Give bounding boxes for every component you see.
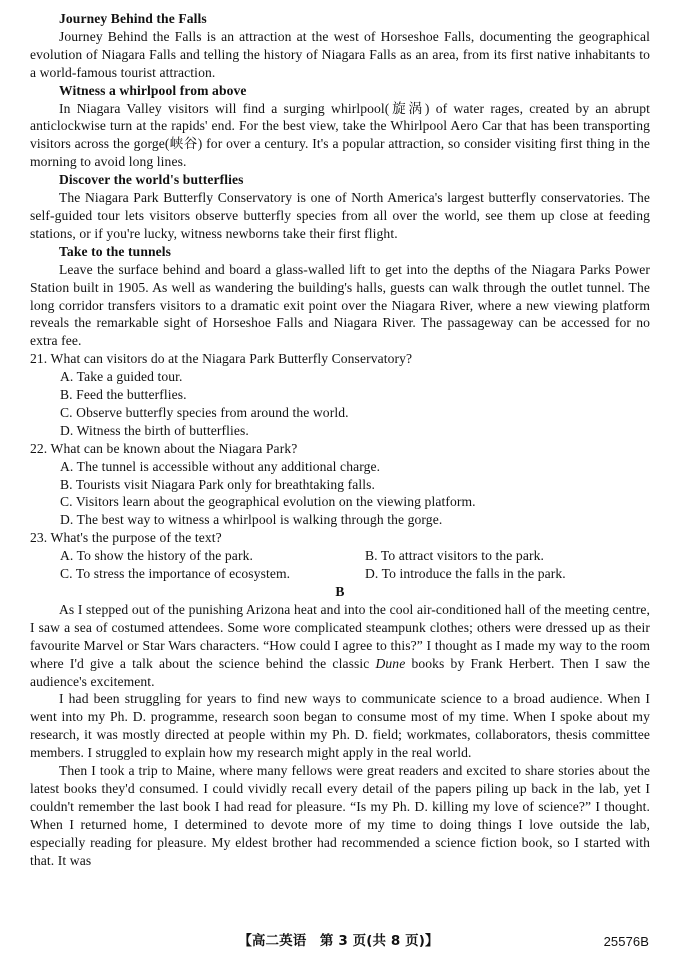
question-22-option-d: D. The best way to witness a whirlpool is walking through the gorge. — [60, 512, 443, 528]
section-heading-tunnels: Take to the tunnels — [59, 243, 172, 259]
question-21-option-c: C. Observe butterfly species from around the world. — [60, 404, 349, 420]
passage-b-paragraph-3: Then I took a trip to Maine, where many fellows were great readers and excited to share stories about the latest books they'd consumed. I could vividly recall every detail of the papers piling up back in the lab, yet I couldn't remember the last book I had read for pleasure. “Is my Ph. D. killing my love of science?” I thought. When I returned home, I determined to devote more of my time to doing things I love outside the lab, especially reading for pleasure. My eldest brother had recommended a science fiction book, so I started with that. It was — [30, 763, 650, 868]
section-heading-butterflies: Discover the world's butterflies — [59, 172, 244, 188]
passage-b-label: B — [335, 584, 345, 599]
passage-b-paragraph-1 — [30, 601, 650, 691]
question-21-option-a: A. Take a guided tour. — [60, 369, 183, 385]
question-23-option-d: D. To introduce the falls in the park. — [365, 566, 566, 582]
section-heading-whirlpool: Witness a whirlpool from above — [59, 82, 247, 98]
question-23-options-row-1 — [30, 547, 650, 565]
question-22-option-a: A. The tunnel is accessible without any additional charge. — [60, 458, 381, 474]
section-body-butterflies: The Niagara Park Butterfly Conservatory is one of North America's largest butterfly conservatories. The self-guided tour lets visitors observe butterfly species from all over the world, see them up close at feeding stations, or if you're lucky, witness newborns take their first flight. — [30, 190, 650, 241]
section-body-tunnels: Leave the surface behind and board a glass-walled lift to get into the depths of the Niagara Parks Power Station built in 1905. As well as wandering the building's halls, guests can walk through the outlet tunnel. The long corridor transfers visitors to a dramatic exit point over the Niagara River, where a new viewing platform reveals the remarkable sight of Horseshoe Falls and Niagara River. The passageway can be accessed for no extra fee. — [30, 261, 650, 349]
question-22-option-b: B. Tourists visit Niagara Park only for breathtaking falls. — [60, 476, 376, 492]
question-22-option-c: C. Visitors learn about the geographical evolution on the viewing platform. — [60, 494, 476, 510]
book-title-dune: Dune — [375, 655, 406, 671]
question-21-option-d: D. Witness the birth of butterflies. — [60, 422, 249, 438]
section-heading-falls: Journey Behind the Falls — [59, 11, 207, 26]
footer-page-label: 【高二英语 第 3 页(共 8 页)】 — [238, 933, 439, 949]
section-body-falls: Journey Behind the Falls is an attraction at the west of Horseshoe Falls, documenting the geographical evolution of Niagara Falls and telling the history of Niagara Falls as an area, from its first native inhabitants to a world-famous tourist attraction. — [30, 28, 650, 80]
question-23-options-row-2 — [30, 565, 650, 583]
question-23-option-a: A. To show the history of the park. — [60, 548, 253, 564]
page-footer — [0, 933, 677, 957]
question-23-option-c: C. To stress the importance of ecosystem. — [60, 566, 291, 582]
question-23-stem: 23. What's the purpose of the text? — [30, 530, 222, 546]
section-body-whirlpool: In Niagara Valley visitors will find a surging whirlpool(旋涡) of water rages, created by an abrupt anticlockwise turn at the rapids' end. For the best view, take the Whirlpool Aero Car that has been transporting visitors across the gorge(峡谷) for over a century. It's a popular attraction, so consider visiting first thing in the morning to avoid long lines. — [30, 100, 650, 170]
passage-b-paragraph-2: I had been struggling for years to find new ways to communicate science to a broad audience. When I went into my Ph. D. programme, research soon began to consume most of my time. When I spoke about my research, it was mostly directed at people within my Ph. D. field; workmates, collaborators, thesis committee members. I struggled to explain how my research might apply in the real world. — [30, 691, 650, 761]
question-21-option-b: B. Feed the butterflies. — [60, 387, 187, 403]
paragraph-1-text-a: As I stepped out of the punishing Arizona heat and into the cool air-conditioned hall of the meeting centre, I saw a sea of costumed attendees. Some wore complicated steampunk clothes; others were dressed up as their favourite Marvel or Star Wars characters. “How could I agree to this?” I thought as I made my way to the room where I'd give a talk about the science behind the classic — [30, 601, 650, 671]
footer-exam-code: 25576B — [603, 934, 649, 949]
paragraph-1-text-b: books by Frank Herbert. Then I saw the audience's excitement. — [30, 655, 650, 689]
question-23-option-b: B. To attract visitors to the park. — [365, 548, 544, 564]
question-22-stem: 22. What can be known about the Niagara Park? — [30, 440, 298, 456]
question-21-stem: 21. What can visitors do at the Niagara Park Butterfly Conservatory? — [30, 351, 413, 367]
